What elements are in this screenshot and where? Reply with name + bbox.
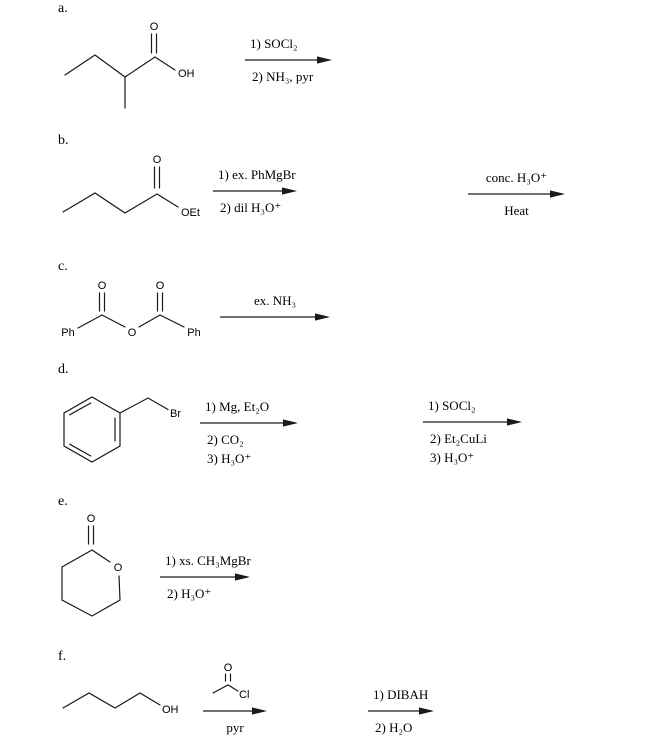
reagent-above: 1) Mg, Et₂O — [205, 399, 270, 414]
atom-label-ring-o: O — [113, 562, 123, 574]
reagent-below: 2) dil H₃O⁺ — [220, 200, 282, 215]
section-label-c: c. — [58, 259, 68, 274]
section-label-b: b. — [58, 133, 69, 148]
structure-delta-valerolactone — [55, 505, 165, 620]
reaction-arrow-a — [245, 32, 332, 85]
structure-benzoic-anhydride — [50, 275, 230, 345]
arrow-icon — [245, 54, 332, 66]
reaction-arrow-b2 — [468, 166, 565, 219]
bond-lines — [64, 397, 168, 462]
atom-label-o-center: O — [127, 327, 137, 339]
structure-benzyl-bromide — [55, 385, 200, 485]
bond-lines — [65, 34, 175, 108]
reagent-below — [200, 429, 298, 467]
atom-label-br: Br — [170, 408, 181, 420]
arrow-icon — [368, 705, 434, 717]
reaction-arrow-b1 — [213, 163, 297, 216]
arrow-icon — [423, 416, 522, 428]
reaction-arrow-d1 — [200, 395, 298, 467]
atom-label-oet: OEt — [181, 207, 200, 219]
atom-label-acyl-cl: Cl — [239, 689, 250, 701]
reagent-below: Heat — [504, 203, 529, 218]
section-label-f: f. — [58, 649, 67, 664]
section-label-d: d. — [58, 362, 69, 377]
reagent-above: ex. NH₃ — [253, 293, 297, 308]
atom-label-ph-left: Ph — [61, 327, 75, 339]
arrow-icon — [160, 571, 250, 583]
reagent-below: 2) H₃O⁺ — [167, 586, 212, 601]
section-label-a: a. — [58, 1, 68, 16]
reaction-arrow-f2 — [368, 683, 434, 736]
reaction-arrow-c — [220, 289, 330, 326]
reagent-above: 1) DIBAH — [373, 687, 429, 702]
atom-label-carbonyl-o: O — [86, 513, 96, 525]
atom-label-o-left: O — [97, 280, 107, 292]
atom-label-ph-right: Ph — [187, 327, 201, 339]
reagent-above: 1) SOCl₂ — [250, 36, 298, 51]
atom-label-oh: OH — [178, 68, 195, 80]
reagent-below-line1: 2) Et₂CuLi — [430, 431, 487, 446]
reagent-below — [423, 428, 522, 466]
structure-1-butanol — [50, 685, 185, 717]
reagent-above: 1) ex. PhMgBr — [218, 167, 296, 182]
structure-ethyl-butanoate — [45, 150, 215, 225]
atom-label-oh: OH — [162, 704, 179, 716]
reagent-below-line2: 3) H₃O⁺ — [207, 451, 252, 466]
structure-2-methylbutanoic-acid — [55, 12, 205, 114]
bond-lines — [62, 526, 120, 616]
arrow-icon — [200, 417, 298, 429]
atom-label-carbonyl-o: O — [152, 154, 162, 166]
bond-lines — [63, 167, 178, 213]
reagent-above — [203, 683, 267, 705]
reaction-arrow-e — [160, 549, 250, 602]
reaction-arrow-d2 — [423, 394, 522, 466]
reaction-arrow-f1 — [203, 683, 267, 736]
bond-lines — [63, 693, 160, 708]
atom-label-carbonyl-o: O — [149, 21, 159, 33]
reagent-below: 2) NH₃, pyr — [252, 69, 314, 84]
arrow-icon — [213, 185, 297, 197]
arrow-icon — [468, 188, 565, 200]
arrow-icon — [203, 705, 267, 717]
reagent-below-line2: 3) H₃O⁺ — [430, 450, 475, 465]
reagent-below-line1: 2) CO₂ — [207, 432, 244, 447]
reagent-below: pyr — [226, 720, 244, 735]
section-label-e: e. — [58, 494, 68, 509]
reagent-below — [220, 323, 330, 326]
reagent-above: conc. H₃O⁺ — [485, 170, 548, 185]
bond-lines — [78, 293, 184, 328]
atom-label-o-right: O — [155, 280, 165, 292]
reagent-above: 1) SOCl₂ — [428, 398, 476, 413]
reagent-below: 2) H₂O — [375, 720, 413, 735]
atom-label-acyl-o: O — [223, 662, 233, 674]
arrow-icon — [220, 311, 330, 323]
reagent-above: 1) xs. CH₃MgBr — [165, 553, 251, 568]
